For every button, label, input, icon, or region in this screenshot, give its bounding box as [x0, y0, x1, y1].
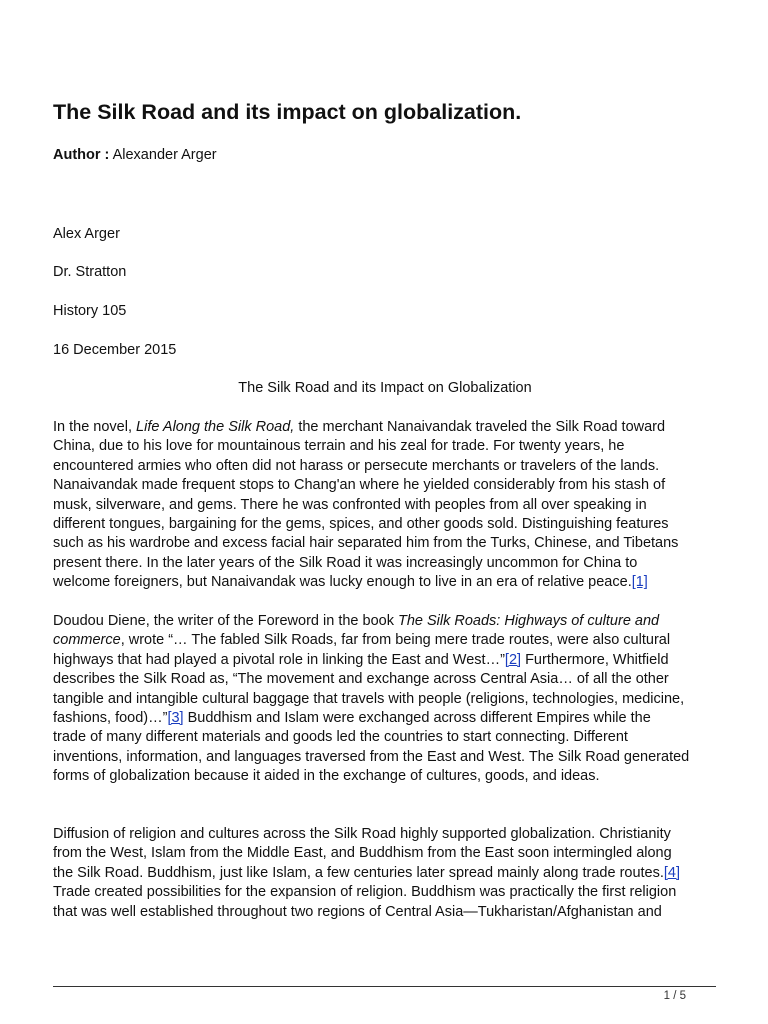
- paragraph-1: [53, 418, 717, 593]
- paragraph-line: present there. In the later years of the Silk Road it was increasingly uncommon for China to: [53, 554, 638, 571]
- text-run: Buddhism and Islam were exchanged across different Empires while the: [183, 710, 651, 727]
- paragraph-line: [53, 573, 717, 592]
- paragraph-line: trade of many different materials and goods led the countries to start connecting. Different: [53, 729, 628, 746]
- paragraph-line: musk, silverware, and gems. There he was confronted with peoples from all over speaking in: [53, 496, 647, 513]
- book-title-italic: commerce: [53, 632, 121, 649]
- paragraph-3: [53, 825, 717, 922]
- paragraph-line: [53, 709, 717, 728]
- paragraph-line: [53, 864, 717, 883]
- text-run: highways that had played a pivotal role in linking the East and West…”: [53, 651, 505, 668]
- header-instructor: Dr. Stratton: [53, 264, 127, 280]
- paragraph-line: forms of globalization because it aided in the exchange of cultures, goods, and ideas.: [53, 768, 600, 785]
- text-run: Doudou Diene, the writer of the Foreword in the book: [53, 613, 398, 629]
- paragraph-line: different tongues, bargaining for the gems, spices, and other goods sold. Distinguishing features: [53, 516, 669, 533]
- text-run: , wrote “… The fabled Silk Roads, far from being mere trade routes, were also cultural: [120, 632, 671, 649]
- author-label: Author :: [53, 147, 110, 163]
- paragraph-line: [53, 651, 717, 670]
- footnote-link-4[interactable]: [4]: [663, 864, 681, 881]
- paragraph-line: Diffusion of religion and cultures across the Silk Road highly supported globalization. Christianity: [53, 826, 671, 842]
- text-run: In the novel,: [53, 419, 137, 435]
- footer-divider: [53, 986, 716, 987]
- paragraph-2: [53, 612, 717, 787]
- book-title-italic: Life Along the Silk Road,: [136, 419, 295, 435]
- text-run: the Silk Road. Buddhism, just like Islam, a few centuries later spread mainly along trade routes.: [53, 864, 664, 881]
- paragraph-line: inventions, information, and languages traversed from the East and West. The Silk Road generated: [53, 748, 690, 765]
- paragraph-line: such as his wardrobe and excess facial hair separated him from the Turks, Chinese, and Tibetans: [53, 535, 679, 552]
- paragraph-line: [53, 612, 717, 631]
- text-run: welcome foreigners, but Nanaivandak was lucky enough to live in an era of relative peace.: [53, 574, 632, 591]
- paragraph-line: [53, 418, 717, 437]
- paragraph-line: from the West, Islam from the Middle East, and Buddhism from the East soon intermingled along: [53, 845, 672, 862]
- book-title-italic: The Silk Roads: Highways of culture and: [397, 613, 660, 629]
- author-name: Alexander Arger: [109, 147, 217, 163]
- paragraph-line: tangible and intangible cultural baggage that travels with people (religions, technologies, medicine,: [53, 690, 685, 707]
- paragraph-line: China, due to his love for mountainous terrain and his zeal for trade. For twenty years, he: [53, 438, 625, 455]
- author-line: [53, 147, 217, 163]
- essay-title: The Silk Road and its Impact on Globalization: [238, 380, 532, 396]
- text-run: Furthermore, Whitfield: [521, 651, 669, 668]
- footnote-link-1[interactable]: [1]: [631, 574, 648, 591]
- paragraph-line: Trade created possibilities for the expansion of religion. Buddhism was practically the first religion: [53, 884, 677, 901]
- footnote-link-2[interactable]: [2]: [504, 651, 522, 668]
- text-run: the merchant Nanaivandak traveled the Silk Road toward: [294, 419, 666, 435]
- paragraph-line: Nanaivandak made frequent stops to Chang'an where he yielded considerably from his stash of: [53, 477, 666, 494]
- document-title: The Silk Road and its impact on globalization.: [53, 100, 522, 124]
- header-student-name: Alex Arger: [53, 226, 120, 242]
- footnote-link-3[interactable]: [3]: [167, 710, 184, 727]
- paragraph-line: encountered armies who often did not harass or persecute merchants or travelers of the lands.: [53, 457, 660, 474]
- text-run: fashions, food)…”: [53, 710, 168, 727]
- header-date: 16 December 2015: [53, 342, 177, 358]
- paragraph-line: describes the Silk Road as, “The movement and exchange across Central Asia… of all the other: [53, 671, 669, 688]
- header-course: History 105: [53, 303, 127, 319]
- paragraph-line: [53, 631, 717, 650]
- paragraph-line: that was well established throughout two regions of Central Asia—Tukharistan/Afghanistan and: [53, 903, 662, 920]
- page-number: 1 / 5: [663, 990, 686, 1002]
